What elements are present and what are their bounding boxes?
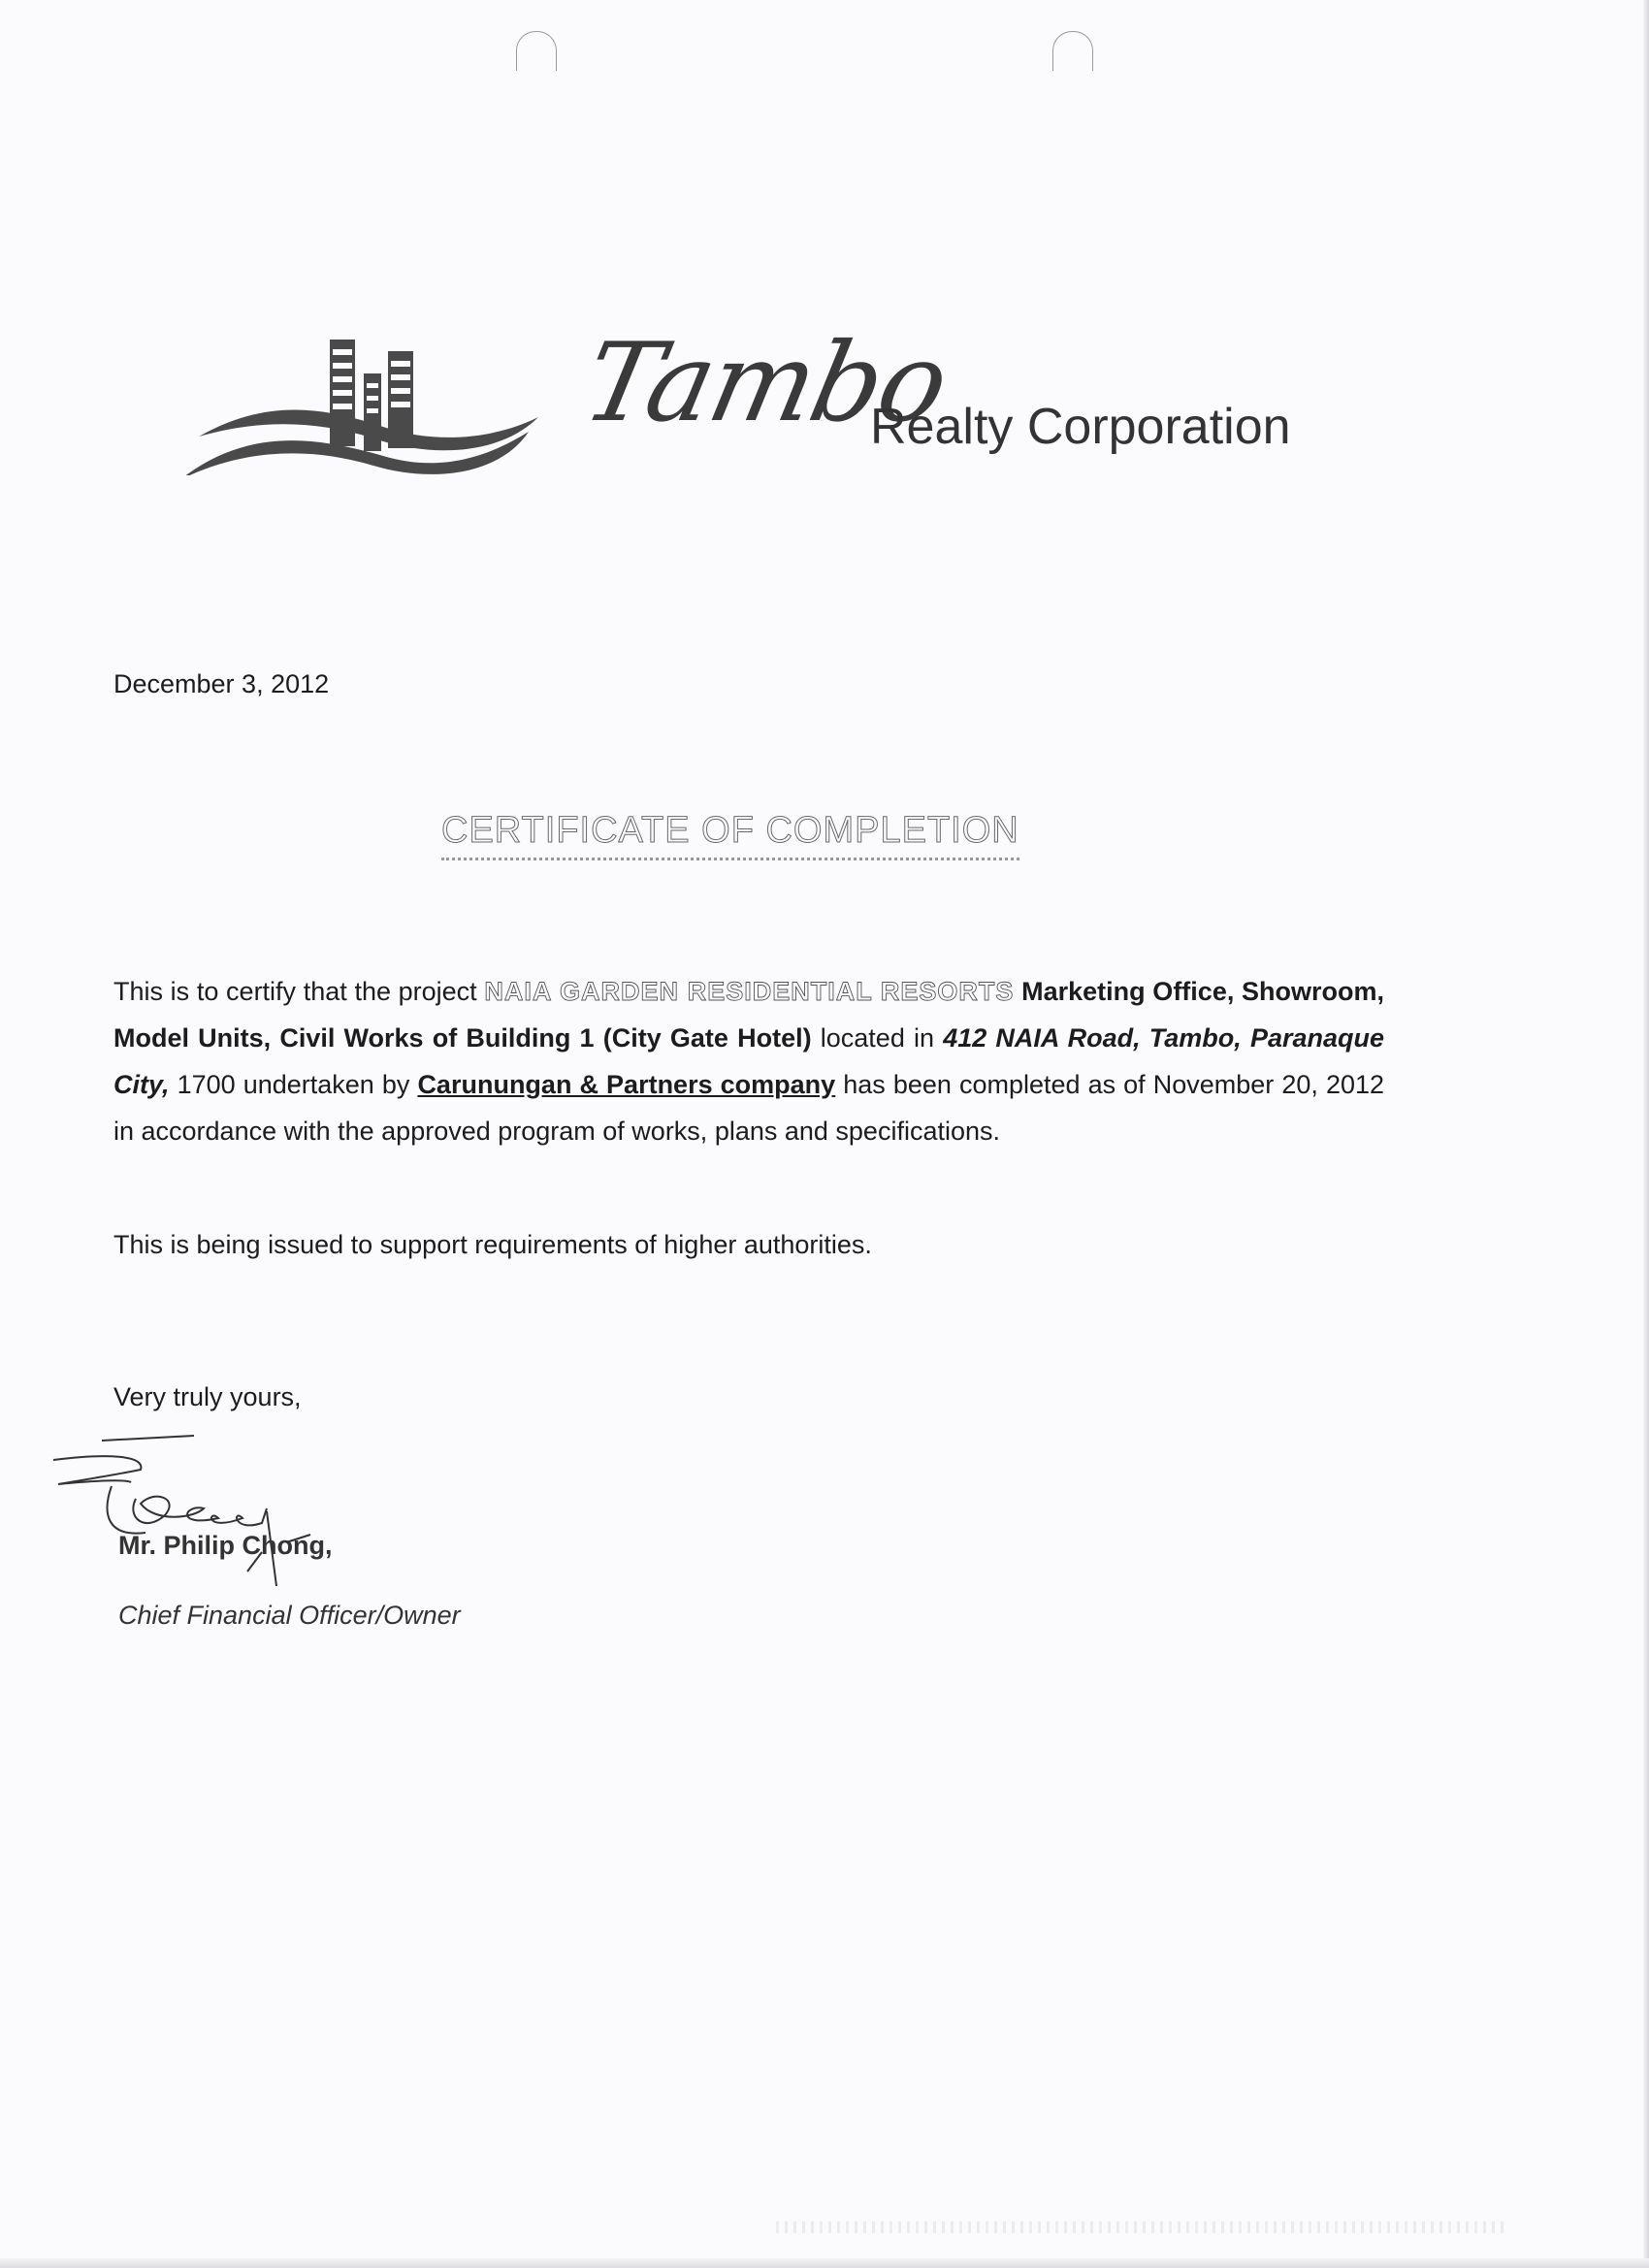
signer-name: Mr. Philip Chong, <box>118 1531 333 1560</box>
text-completion: has been completed as of November 20, 2012 in accordance with the approved program of works, plans and specifications. <box>113 1070 1385 1146</box>
buildings-over-waves-logo-icon <box>179 310 558 475</box>
signer-title: Chief Financial Officer/Owner <box>118 1601 461 1630</box>
project-scope: Marketing Office, Showroom, Model Units, Civil Works of Building 1 (City Gate Hotel) <box>113 977 1385 1053</box>
contractor-name: Carunungan & Partners company <box>417 1070 836 1099</box>
purpose-paragraph: This is being issued to support requirements of higher authorities. <box>113 1230 872 1259</box>
company-name-script: Tambo <box>573 320 957 446</box>
document-title: CERTIFICATE OF COMPLETION <box>441 810 1019 860</box>
company-name: Realty Corporation <box>870 399 1291 455</box>
text-intro: This is to certify that the project <box>113 977 485 1006</box>
scan-noise <box>776 2221 1504 2233</box>
handwritten-signature-icon <box>48 1426 398 1620</box>
letterhead <box>179 310 1343 475</box>
punch-hole-right <box>1052 31 1093 71</box>
certification-paragraph <box>113 968 1384 1154</box>
scan-edge-right <box>1643 0 1649 2268</box>
scan-edge-bottom <box>0 2258 1649 2268</box>
closing-salutation: Very truly yours, <box>113 1382 302 1411</box>
text-zip: 1700 undertaken by <box>169 1070 418 1099</box>
punch-hole-left <box>516 31 557 71</box>
text-located: located in <box>811 1023 944 1053</box>
project-address: 412 NAIA Road, Tambo, Paranaque City, <box>113 1023 1384 1099</box>
letter-date: December 3, 2012 <box>113 669 330 698</box>
project-name: NAIA GARDEN RESIDENTIAL RESORTS <box>484 977 1015 1006</box>
